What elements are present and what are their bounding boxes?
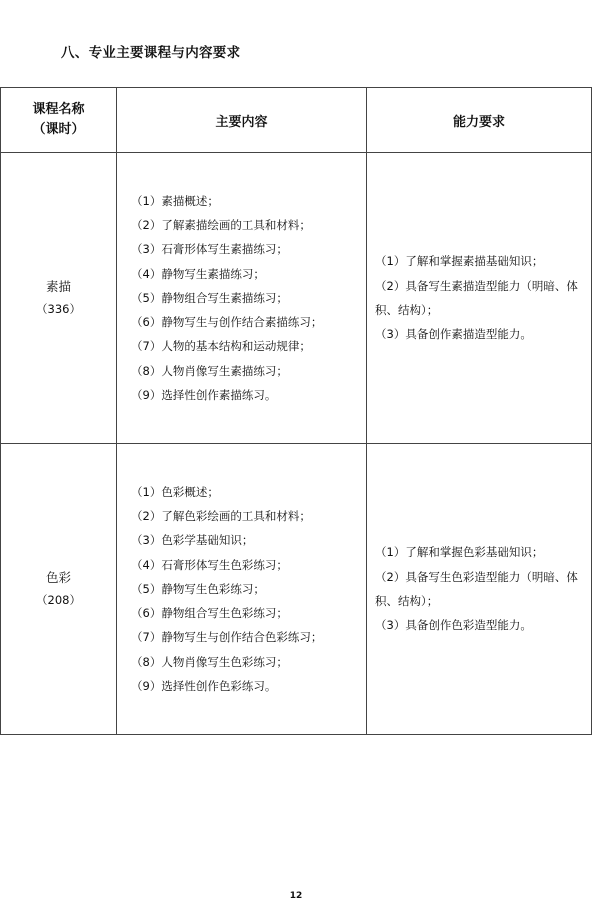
content-item: （1）色彩概述； [131,484,219,499]
content-item: （8）人物肖像写生色彩练习； [131,654,288,669]
page-number: 12 [289,891,303,901]
course-name-cell [1,444,117,735]
ability-item: （2）具备写生素描造型能力（明暗、体积、结构）； [375,278,578,317]
content-item: （4）石膏形体写生色彩练习； [131,557,288,572]
content-item: （7）静物写生与创作结合色彩练习； [131,630,323,645]
course-hours: （208） [36,593,81,607]
content-item: （6）静物组合写生色彩练习； [131,606,288,621]
content-item: （9）选择性创作素描练习。 [131,388,277,403]
ability-item: （1）了解和掌握色彩基础知识； [375,545,544,560]
ability-requirement-cell [367,153,592,444]
table-row [1,444,592,735]
table-header-row [1,88,592,153]
course-hours: （336） [36,302,81,316]
curriculum-table [0,87,592,735]
ability-item: （3）具备创作色彩造型能力。 [375,618,532,633]
content-item: （4）静物写生素描练习； [131,266,265,281]
course-content-cell [117,444,367,735]
content-item: （2）了解色彩绘画的工具和材料； [131,508,311,523]
header-course-name [1,88,117,153]
course-name: 素描 [45,279,71,294]
ability-item: （3）具备创作素描造型能力。 [375,327,532,342]
content-item: （5）静物组合写生素描练习； [131,290,288,305]
ability-requirement-cell [367,444,592,735]
header-course-line1: 课程名称 [32,102,85,117]
ability-item: （1）了解和掌握素描基础知识； [375,254,544,269]
header-ability-requirement: 能力要求 [367,88,592,153]
content-item: （1）素描概述； [131,193,219,208]
header-course-line2: （课时） [32,122,85,137]
content-item: （8）人物肖像写生素描练习； [131,363,288,378]
content-item: （9）选择性创作色彩练习。 [131,679,277,694]
content-item: （3）石膏形体写生素描练习； [131,242,288,257]
course-content-cell [117,153,367,444]
header-main-content: 主要内容 [117,88,367,153]
content-item: （7）人物的基本结构和运动规律； [131,339,311,354]
course-name: 色彩 [45,570,71,585]
content-item: （3）色彩学基础知识； [131,533,254,548]
course-name-cell [1,153,117,444]
content-item: （2）了解素描绘画的工具和材料； [131,217,311,232]
section-title: 八、专业主要课程与内容要求 [61,45,241,61]
content-item: （6）静物写生与创作结合素描练习； [131,315,323,330]
table-row [1,153,592,444]
ability-item: （2）具备写生色彩造型能力（明暗、体积、结构）； [375,569,578,608]
content-item: （5）静物写生色彩练习； [131,581,265,596]
